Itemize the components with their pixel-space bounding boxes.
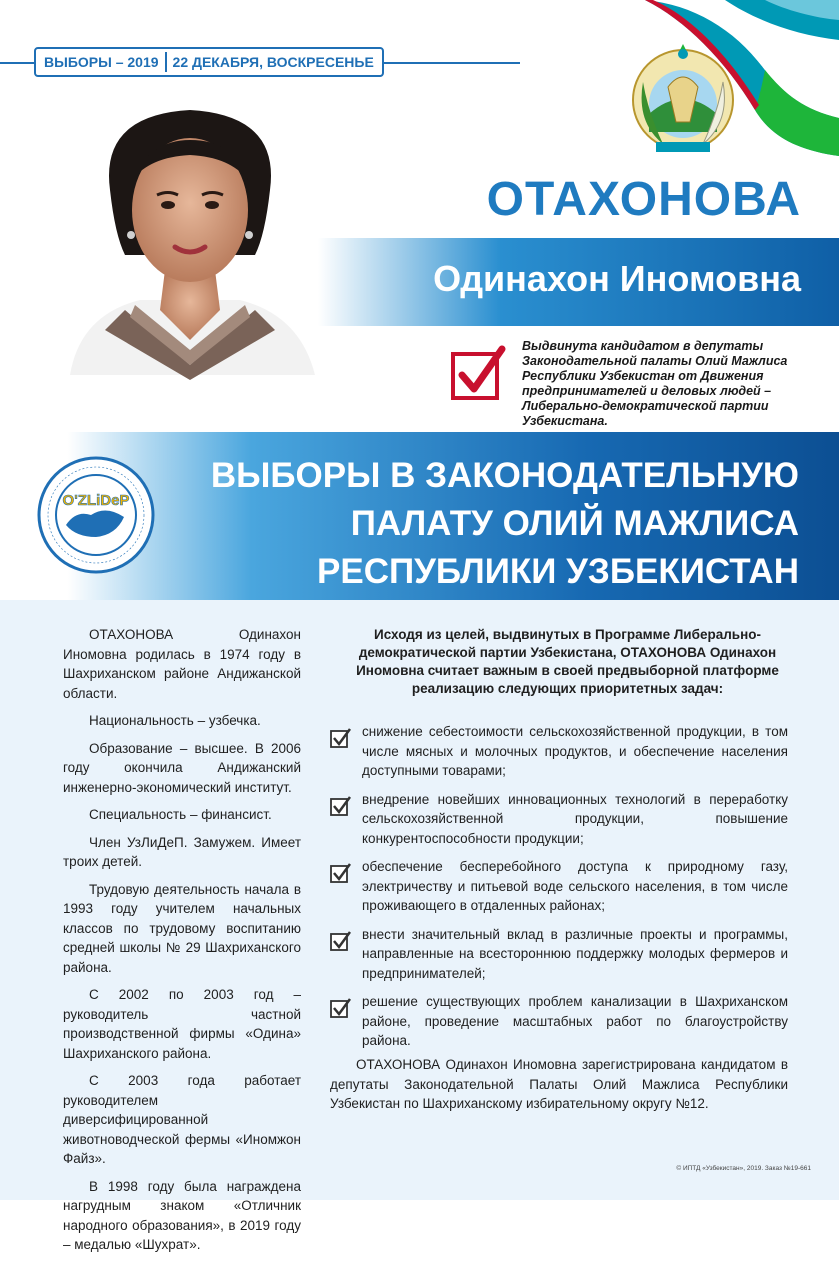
election-title [179, 452, 799, 596]
priority-text: решение существующих проблем канализации в Шахриханском районе, проведение масштабных работ по благоустройству района. [362, 994, 788, 1048]
list-item [330, 992, 788, 1051]
priority-text: внести значительный вклад в различные проекты и программы, направленные на всестороннюю поддержку молодых фермеров и предпринимателей; [362, 926, 788, 981]
checkbox-checked-icon [330, 930, 352, 952]
bio-paragraph: С 2002 по 2003 год – руководитель частной производственной фирмы «Одина» Шахриханского района. [63, 987, 301, 1061]
badge-election-date: 22 ДЕКАБРЯ, ВОСКРЕСЕНЬЕ [172, 54, 374, 70]
candidate-given-names: Одинахон Иномовна [433, 258, 801, 299]
bio-paragraph: Национальность – узбечка. [89, 713, 261, 728]
registration-statement: ОТАХОНОВА Одинахон Иномовна зарегистрирована кандидатом в депутаты Законодательной Палаты Олий Мажлиса Республики Узбекистан по Шахриханскому избирательному округу №12. [330, 1057, 788, 1111]
state-emblem-icon [628, 42, 738, 157]
priority-text: внедрение новейших инновационных технологий в переработку сельскохозяйственной продукции, повышение конкурентоспособности продукции; [362, 791, 788, 846]
bio-paragraph: В 1998 году была награждена нагрудным знаком «Отличник народного образования», в 2019 году – медалью «Шухрат». [63, 1178, 301, 1252]
bio-paragraph: Специальность – финансист. [89, 807, 272, 822]
biography [63, 625, 301, 1263]
checkbox-checked-icon [450, 345, 506, 401]
election-title-line-1: ВЫБОРЫ В ЗАКОНОДАТЕЛЬНУЮ [210, 456, 799, 495]
priority-text: обеспечение бесперебойного доступа к природному газу, электричеству и питьевой воде сельского населения, в том числе проживающего в отдаленных районах; [362, 859, 788, 913]
checkbox-checked-icon [330, 727, 352, 749]
election-title-line-2: ПАЛАТУ ОЛИЙ МАЖЛИСА [350, 504, 799, 543]
bio-paragraph: Образование – высшее. В 2006 году окончила Андижанский инженерно-экономический институт. [63, 740, 301, 795]
nomination-statement: Выдвинута кандидатом в депутаты Законодательной палаты Олий Мажлиса Республики Узбекистан от Движения предпринимателей и деловых людей – Либерально-демократической партии Узбекистана. [522, 339, 788, 428]
party-logo-text: O'ZLiDeP [62, 492, 130, 509]
badge-election-year: ВЫБОРЫ – 2019 [44, 54, 159, 70]
priorities-list [330, 722, 788, 1060]
bio-paragraph: С 2003 года работает руководителем диверсифицированной животноводческой фермы «Иномжон Файз». [63, 1073, 301, 1166]
print-imprint: © ИПТД «Узбекистан», 2019. Заказ №19-661 [676, 1165, 811, 1172]
candidate-portrait [40, 95, 340, 375]
list-item [330, 722, 788, 781]
list-item [330, 857, 788, 916]
list-item [330, 790, 788, 849]
election-title-line-3: РЕСПУБЛИКИ УЗБЕКИСТАН [317, 552, 799, 591]
election-date-badge [34, 47, 384, 77]
bio-paragraph: Член УзЛиДеП. Замужем. Имеет троих детей. [63, 834, 301, 869]
list-item [330, 925, 788, 984]
checkbox-checked-icon [330, 795, 352, 817]
checkbox-checked-icon [330, 997, 352, 1019]
bio-paragraph: Трудовую деятельность начала в 1993 году учителем начальных классов по трудовому воспитанию средней школы № 29 Шахриханского района. [63, 881, 301, 975]
bio-paragraph: ОТАХОНОВА Одинахон Иномовна родилась в 1974 году в Шахриханском районе Андижанской области. [63, 627, 301, 701]
candidate-surname: ОТАХОНОВА [486, 173, 801, 226]
party-logo-icon [36, 455, 156, 575]
priorities-heading: Исходя из целей, выдвинутых в Программе Либерально-демократической партии Узбекистана, ОТАХОНОВА Одинахон Иномовна считает важным в своей предвыборной платформе реализацию следующих приоритетных задач: [356, 627, 779, 696]
priority-text: снижение себестоимости сельскохозяйственной продукции, в том числе мясных и молочных продуктов, и обеспечение населения доступными товарами; [362, 724, 788, 778]
checkbox-checked-icon [330, 862, 352, 884]
